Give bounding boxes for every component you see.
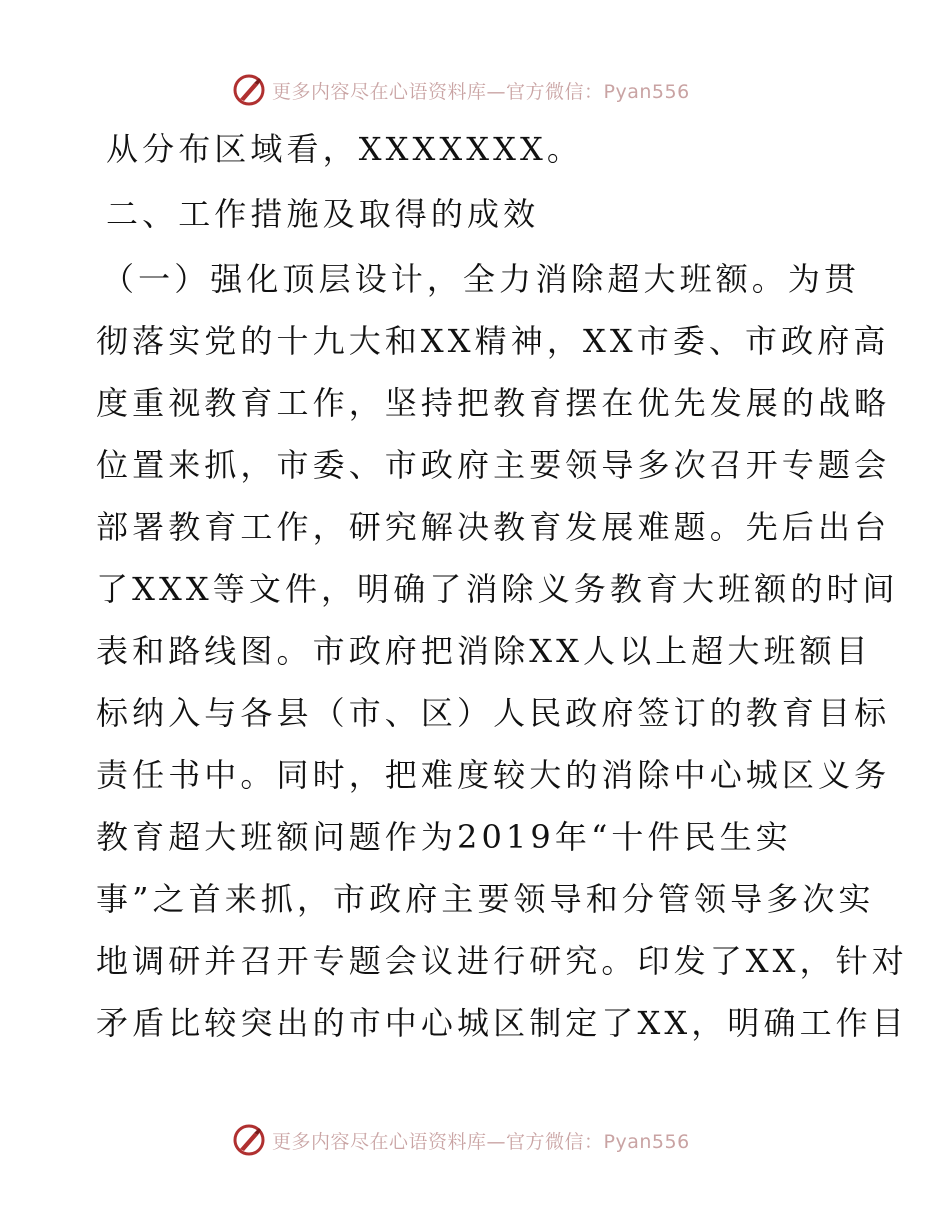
text-line: 责任书中。同时，把难度较大的消除中心城区义务: [96, 756, 891, 794]
watermark-text: 更多内容尽在心语资料库—官方微信：Pyan556: [272, 80, 690, 103]
text-line: 表和路线图。市政府把消除XX人以上超大班额目: [96, 632, 872, 670]
text-line: 事”之首来抓，市政府主要领导和分管领导多次实: [96, 880, 875, 918]
watermark-text: 更多内容尽在心语资料库—官方微信：Pyan556: [272, 1130, 690, 1153]
text-line: 了XXX等文件，明确了消除义务教育大班额的时间: [96, 570, 899, 608]
pen-quill-logo-icon: [232, 73, 266, 107]
text-line: 彻落实党的十九大和XX精神，XX市委、市政府高: [96, 322, 890, 360]
text-line: 教育超大班额问题作为2019年“十件民生实: [96, 818, 792, 856]
text-line: 标纳入与各县（市、区）人民政府签订的教育目标: [96, 694, 891, 732]
text-line: 从分布区域看，XXXXXXX。: [106, 130, 583, 168]
text-line: 位置来抓，市委、市政府主要领导多次召开专题会: [96, 446, 891, 484]
text-line: 矛盾比较突出的市中心城区制定了XX，明确工作目: [96, 1004, 908, 1042]
section-heading: 二、工作措施及取得的成效: [106, 195, 540, 233]
pen-quill-logo-icon: [232, 1123, 266, 1157]
text-line: 地调研并召开专题会议进行研究。印发了XX，针对: [96, 942, 908, 980]
watermark-footer: [232, 1120, 712, 1160]
text-line: 部署教育工作，研究解决教育发展难题。先后出台: [96, 508, 891, 546]
subsection-heading: （一）强化顶层设计，全力消除超大班额。为贯: [102, 260, 861, 298]
watermark-header: [232, 70, 712, 110]
text-line: 度重视教育工作，坚持把教育摆在优先发展的战略: [96, 384, 891, 422]
document-body: [96, 118, 908, 1054]
